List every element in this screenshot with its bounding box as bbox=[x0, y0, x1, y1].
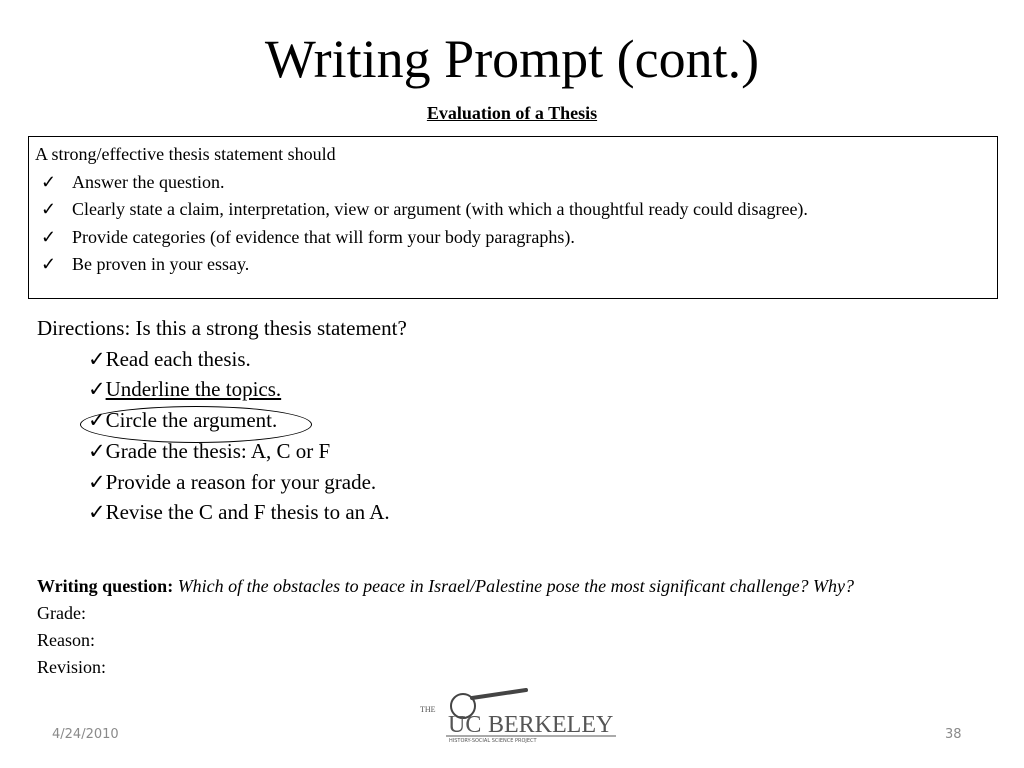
logo-the: THE bbox=[420, 705, 436, 714]
writing-question-label: Writing question: bbox=[37, 576, 174, 596]
criteria-item bbox=[35, 169, 991, 197]
criteria-item-text: Answer the question. bbox=[72, 171, 225, 192]
directions-section bbox=[37, 313, 997, 528]
directions-item-text: Provide a reason for your grade. bbox=[105, 469, 377, 494]
writing-question-text: Which of the obstacles to peace in Israel/Palestine pose the most significant challenge? Why? bbox=[177, 576, 855, 596]
page-number: 38 bbox=[945, 727, 962, 742]
directions-item bbox=[37, 497, 997, 528]
directions-item-text: Underline the topics. bbox=[105, 377, 282, 402]
directions-heading: Directions: Is this a strong thesis statement? bbox=[37, 316, 407, 340]
checkmark-icon: ✓ bbox=[88, 346, 106, 371]
directions-item-text: Read each thesis. bbox=[105, 346, 251, 371]
reason-label: Reason: bbox=[37, 630, 95, 650]
directions-item-text: Circle the argument. bbox=[105, 408, 278, 433]
grade-label: Grade: bbox=[37, 603, 86, 623]
checkmark-icon: ✓ bbox=[41, 199, 57, 219]
criteria-item bbox=[35, 224, 991, 252]
criteria-item-text: Clearly state a claim, interpretation, view or argument (with which a thoughtful ready could disagree). bbox=[72, 199, 808, 219]
circle-annotation bbox=[80, 406, 312, 443]
directions-item bbox=[37, 344, 997, 375]
directions-item-text: Revise the C and F thesis to an A. bbox=[105, 500, 390, 525]
checkmark-icon: ✓ bbox=[88, 377, 106, 402]
checkmark-icon: ✓ bbox=[88, 408, 106, 433]
checkmark-icon: ✓ bbox=[41, 226, 57, 247]
directions-item bbox=[37, 405, 997, 436]
directions-item-text: Grade the thesis: A, C or F bbox=[105, 438, 331, 463]
checkmark-icon: ✓ bbox=[88, 469, 106, 494]
criteria-item bbox=[35, 196, 991, 224]
writing-question-section bbox=[37, 573, 937, 681]
logo-uc: UC bbox=[448, 712, 482, 738]
directions-item bbox=[37, 467, 997, 498]
uc-berkeley-logo bbox=[418, 688, 618, 744]
criteria-intro: A strong/effective thesis statement should bbox=[35, 144, 336, 164]
criteria-item-text: Provide categories (of evidence that will form your body paragraphs). bbox=[72, 226, 575, 247]
criteria-item bbox=[35, 251, 991, 279]
checkmark-icon: ✓ bbox=[41, 171, 57, 192]
checkmark-icon: ✓ bbox=[88, 438, 106, 463]
writing-question bbox=[37, 573, 937, 600]
circled-item bbox=[88, 405, 277, 436]
directions-item bbox=[37, 374, 997, 405]
checkmark-icon: ✓ bbox=[41, 254, 57, 274]
revision-label: Revision: bbox=[37, 657, 107, 677]
footer-date: 4/24/2010 bbox=[52, 727, 119, 742]
checkmark-icon: ✓ bbox=[88, 500, 106, 525]
slide-subtitle: Evaluation of a Thesis bbox=[426, 103, 598, 123]
criteria-item-text: Be proven in your essay. bbox=[72, 254, 250, 274]
slide-title: Writing Prompt (cont.) bbox=[264, 29, 760, 89]
thesis-criteria-box bbox=[28, 136, 998, 299]
logo-berkeley: BERKELEY bbox=[488, 712, 614, 738]
logo-tagline: HISTORY-SOCIAL SCIENCE PROJECT bbox=[449, 738, 537, 744]
